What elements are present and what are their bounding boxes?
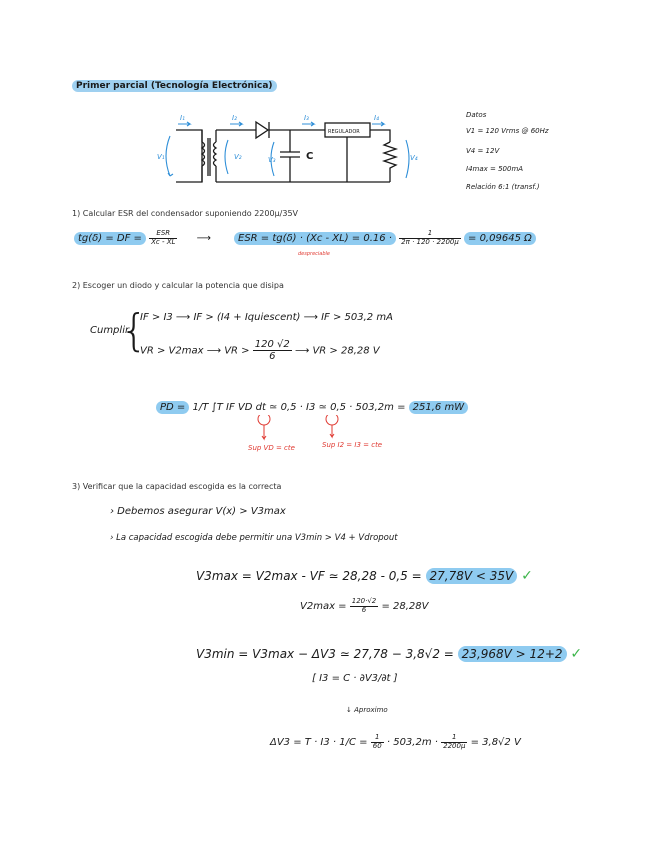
q3-eq2: V3min = V3max − ΔV3 ≃ 27,78 − 3,8√2 = 23,968V > 12+2 ✓ — [196, 646, 583, 662]
q2-frac: $\frac{120 √2}{6}$ — [254, 339, 290, 362]
q1-frac2: $\frac{1}{2\pi \cdot 120 \cdot 2200\mu}$ — [401, 229, 459, 246]
current-label-i3: I₃ — [304, 114, 309, 122]
datos-line: Relación 6:1 (transf.) — [466, 183, 540, 191]
q2-line1: IF > I3 ⟶ IF > (I4 + Iquiescent) ⟶ IF > 503,2 mA — [140, 312, 393, 323]
q2-brace: { — [120, 305, 148, 356]
datos-line: V4 = 12V — [466, 147, 500, 155]
current-label-i2: I₂ — [232, 114, 237, 122]
q2-line2: VR > V2max ⟶ VR > $\frac{120 √2}{6}$ ⟶ VR > 28,28 V — [140, 339, 380, 362]
q2-note-1: Sup VD = cte — [248, 444, 295, 452]
page-title: Primer parcial (Tecnología Electrónica) — [72, 80, 277, 92]
q3-bullet-2: › La capacidad escogida debe permitir una V3min > V4 + Vdropout — [110, 533, 398, 543]
q1-note: despreciable — [298, 251, 331, 257]
q3-eq1: V3max = V2max - VF ≃ 28,28 - 0,5 = 27,78V < 35V ✓ — [196, 568, 533, 584]
question-1: 1) Calcular ESR del condensador suponiendo 2200μ/35V — [72, 209, 299, 218]
q2-cumplir: Cumplir — [90, 325, 130, 336]
current-label-i1: I₁ — [180, 114, 185, 122]
q3-aprox: ↓ Aproximo — [346, 706, 388, 714]
q2-note-arrows — [250, 415, 360, 445]
q2-pd-label: PD = — [156, 401, 189, 414]
q3-eq3-frac1: $\frac{1}{60}$ — [372, 733, 382, 750]
voltage-label-v3: V₃ — [268, 156, 276, 164]
datos-line: I4max = 500mA — [466, 165, 524, 173]
q3-eq1b-frac: $\frac{120\cdot√2}{6}$ — [351, 597, 377, 614]
q3-eq1b: V2max = $\frac{120\cdot√2}{6}$ = 28,28V — [300, 597, 429, 614]
question-3: 3) Verificar que la capacidad escogida es la correcta — [72, 482, 282, 491]
q3-eq2-result: 23,968V > 12+2 — [458, 646, 567, 662]
q3-bullet-1: › Debemos asegurar V(x) > V3max — [110, 506, 286, 517]
q2-pd-equation: PD = 1/T ∫T IF VD dt ≃ 0,5 · I3 ≃ 0,5 · 503,2m = 251,6 mW — [156, 402, 468, 413]
voltage-label-v4: V₄ — [410, 154, 418, 162]
q1-result: = 0,09645 Ω — [464, 232, 536, 245]
q3-eq2b: [ I3 = C · ∂V3/∂t ] — [312, 673, 398, 684]
check-icon: ✓ — [521, 568, 533, 584]
q2-note-2: Sup I2 = I3 = cte — [322, 441, 383, 449]
datos-line: V1 = 120 Vrms @ 60Hz — [466, 127, 549, 135]
q1-frac1: $\frac{\text{ESR}}{Xc - XL}$ — [151, 229, 176, 246]
voltage-label-v2: V₂ — [234, 153, 242, 161]
check-icon: ✓ — [570, 646, 583, 662]
q3-eq3-frac2: $\frac{1}{2200\mu}$ — [443, 733, 466, 750]
current-label-i4: I₄ — [374, 114, 379, 122]
cap-label: C — [306, 151, 314, 162]
circuit-diagram — [150, 112, 430, 192]
datos-heading: Datos — [466, 111, 487, 119]
q1-equation-rhs — [234, 230, 536, 246]
q1-df-label: tg(δ) = DF = — [74, 232, 146, 245]
q3-eq1-result: 27,78V < 35V — [426, 568, 518, 584]
q1-equation-lhs: tg(δ) = DF = $\frac{\text{ESR}}{Xc - XL}$ ⟶ — [74, 230, 211, 246]
regulator-label: REGULADOR — [328, 129, 360, 135]
q2-pd-result: 251,6 mW — [409, 401, 468, 414]
q1-esr-label: ESR = tg(δ) · (Xc - XL) = 0.16 · — [234, 232, 396, 245]
voltage-label-v1: V₁ — [157, 153, 165, 161]
q3-eq3: ΔV3 = T · I3 · 1/C = $\frac{1}{60}$ · 503,2m · $\frac{1}{2200\mu}$ = 3,8√2 V — [270, 733, 521, 750]
question-2: 2) Escoger un diodo y calcular la potencia que disipa — [72, 281, 284, 290]
